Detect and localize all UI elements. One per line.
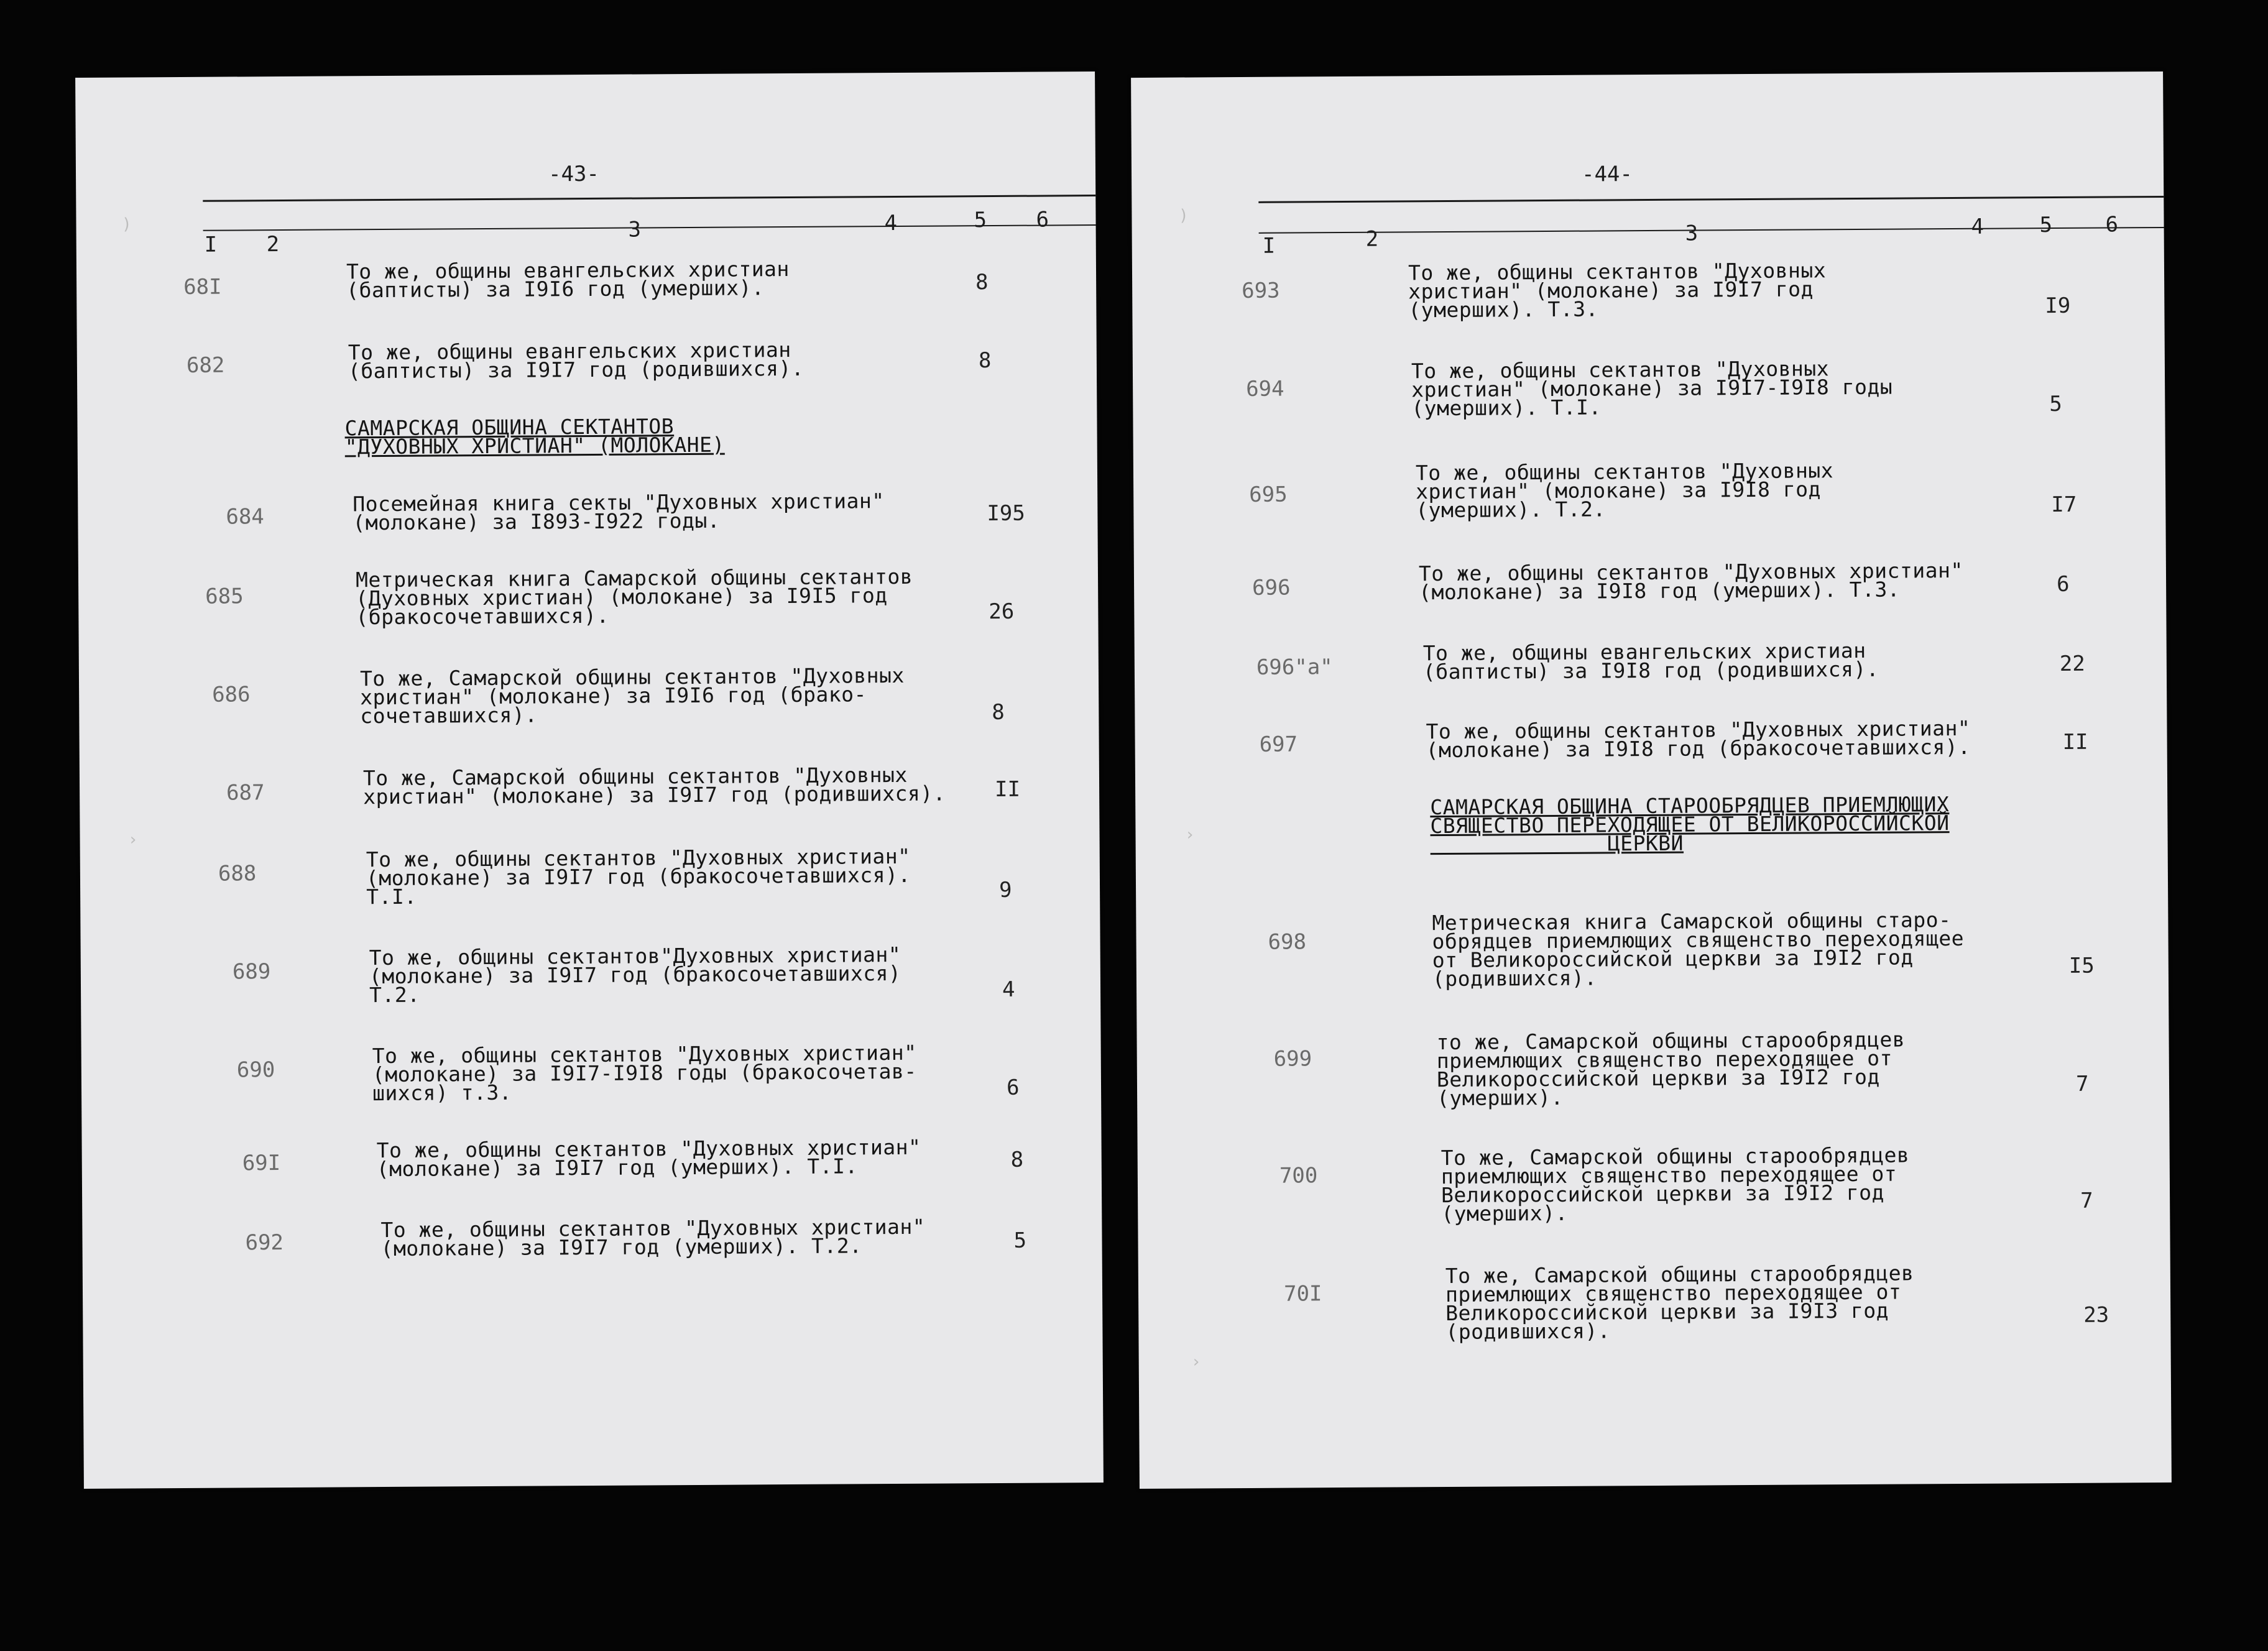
scan-mark: › (1185, 826, 1195, 844)
entry-description: Метрическая книга Самарской общины старо- обрядцев приемлющих священство переходящее от Великороссийской церкви за I9I2 год (родившихся). (1432, 908, 1965, 991)
column-header-3: 3 (628, 217, 642, 242)
column-header-3: 3 (1685, 221, 1699, 246)
column-header-4: 4 (884, 210, 898, 236)
column-header-1: I (204, 232, 218, 257)
scan-mark: ) (1179, 206, 1189, 225)
column-header-5: 5 (974, 208, 987, 233)
entry-number: 692 (245, 1230, 284, 1256)
entry-number: 686 (212, 682, 251, 707)
page-number: -44- (1581, 162, 1633, 187)
header-rule-bottom (1259, 227, 2164, 234)
column-header-6: 6 (1036, 207, 1049, 232)
entry-description: То же, общины сектантов "Духовных христиан" (молокане) за I9I8 год (бракосочетавшихся). (1426, 715, 1971, 763)
entry-count: 8 (992, 699, 1005, 725)
entry-description: То же, общины сектантов"Духовных христиан" (молокане) за I9I7 год (бракосочетавшихся) Т.2. (369, 942, 901, 1008)
entry-number: 68I (183, 274, 222, 300)
column-header-4: 4 (1971, 214, 1984, 239)
header-rule-bottom (203, 224, 1096, 231)
entry-count: I5 (2068, 953, 2095, 978)
entry-count: 6 (2056, 571, 2070, 597)
section-heading: САМАРСКАЯ ОБЩИНА СТАРООБРЯДЦЕВ ПРИЕМЛЮЩИХ СВЯЩЕСТВО ПЕРЕХОДЯЩЕЕ ОТ ВЕЛИКОРОССИЙСКОЙ ЦЕРКВИ (1430, 792, 1950, 857)
column-header-1: I (1262, 233, 1276, 259)
entry-count: 5 (2049, 391, 2062, 417)
entry-number: 687 (226, 780, 265, 806)
scan-mark: ) (122, 215, 132, 234)
entry-description: То же, общины сектантов "Духовных христиан" (молокане) за I9I8 год (умерших). Т.3. (1418, 558, 1963, 605)
page-number: -43- (548, 161, 600, 187)
entry-number: 690 (236, 1057, 275, 1083)
entry-count: 5 (1013, 1228, 1027, 1253)
entry-description: То же, Самарской общины старообрядцев приемлющих священство переходящее от Великороссийской церкви за I9I3 год (родившихся). (1445, 1261, 1914, 1345)
entry-number: 696"а" (1256, 655, 1333, 680)
entry-count: 8 (975, 270, 989, 295)
entry-count: 8 (1010, 1147, 1024, 1172)
column-header-2: 2 (266, 232, 280, 257)
column-header-5: 5 (2039, 213, 2053, 238)
entry-number: 699 (1273, 1046, 1312, 1072)
entry-description: То же, общины евангельских христиан (баптисты) за I9I7 год (родившихся). (348, 338, 804, 384)
entry-description: Посемейная книга секты "Духовных христиан" (молокане) за I893-I922 годы. (353, 489, 885, 535)
scan-mark: › (1191, 1353, 1201, 1371)
entry-description: То же, общины сектантов "Духовных христиан" (молокане) за I9I7 год (умерших). Т.2. (380, 1214, 926, 1261)
entry-number: 688 (218, 861, 257, 886)
header-rule-top (1258, 196, 2164, 203)
entry-description: То же, общины сектантов "Духовных христиан" (молокане) за I9I7 год (умерших). Т.I. (376, 1134, 921, 1182)
entry-description: То же, общины сектантов "Духовных христиан" (молокане) за I9I7 год (умерших). Т.3. (1408, 258, 1827, 323)
scan-mark: › (128, 830, 138, 849)
entry-number: 694 (1246, 376, 1284, 402)
entry-description: то же, Самарской общины старообрядцев приемлющих священство переходящее от Великороссийской церкви за I9I2 год (умерших). (1436, 1027, 1906, 1111)
entry-count: 6 (1006, 1075, 1020, 1100)
entry-count: 23 (2083, 1302, 2109, 1328)
entry-description: То же, Самарской общины сектантов "Духовных христиан" (молокане) за I9I7 год (родившихся). (362, 762, 946, 809)
entry-description: То же, Самарской общины сектантов "Духовных христиан" (молокане) за I9I6 год (брако- сочетавшихся). (359, 663, 905, 729)
entry-count: 7 (2080, 1188, 2093, 1213)
entry-count: 4 (1002, 977, 1015, 1002)
entry-number: 697 (1259, 732, 1298, 757)
header-rule-top (203, 195, 1095, 202)
entry-description: То же, общины евангельских христиан (баптисты) за I9I6 год (умерших). (346, 257, 790, 303)
entry-number: 685 (205, 584, 244, 609)
entry-count: 9 (998, 877, 1012, 903)
entry-count: I95 (987, 500, 1025, 527)
entry-number: 682 (186, 352, 225, 378)
entry-description: То же, общины сектантов "Духовных христиан" (молокане) за I9I7-I9I8 годы (бракосочетав- шихся) т.3. (372, 1040, 917, 1106)
entry-description: То же, общины сектантов "Духовных христиан" (молокане) за I9I7 год (бракосочетавшихся). Т.I. (366, 844, 911, 909)
entry-count: 8 (978, 348, 992, 374)
entry-count: I7 (2051, 492, 2077, 518)
entry-count: II (2062, 729, 2088, 755)
entry-count: I9 (2045, 293, 2071, 319)
entry-description: То же, общины сектантов "Духовных христиан" (молокане) за I9I7-I9I8 годы (умерших). Т.I. (1411, 356, 1893, 421)
entry-description: То же, общины евангельских христиан (баптисты) за I9I8 год (родившихся). (1422, 638, 1879, 684)
entry-description: То же, общины сектантов "Духовных христиан" (молокане) за I9I8 год (умерших). Т.2. (1415, 458, 1834, 523)
entry-count: 26 (989, 599, 1015, 625)
entry-number: 698 (1268, 929, 1307, 955)
left-page (75, 71, 1104, 1489)
entry-number: 684 (226, 504, 264, 530)
entry-description: То же, Самарской общины старообрядцев приемлющих священство переходящее от Великороссийской церкви за I9I2 год (умерших). (1441, 1143, 1910, 1226)
section-heading: САМАРСКАЯ ОБЩИНА СЕКТАНТОВ "ДУХОВНЫХ ХРИСТИАН" (МОЛОКАНЕ) (344, 414, 725, 459)
column-header-6: 6 (2105, 212, 2119, 237)
entry-count: 7 (2075, 1071, 2089, 1097)
column-header-2: 2 (1365, 226, 1379, 252)
right-page (1131, 71, 2172, 1489)
entry-number: 700 (1279, 1163, 1318, 1189)
entry-number: 693 (1242, 278, 1280, 304)
entry-number: 689 (232, 959, 271, 985)
entry-number: 70I (1283, 1281, 1322, 1307)
entry-number: 695 (1249, 482, 1288, 507)
entry-description: Метрическая книга Самарской общины сектантов (Духовных христиан) (молокане) за I9I5 год (бракосочетавшихся). (355, 564, 913, 630)
entry-count: 22 (2059, 651, 2085, 676)
entry-number: 69I (242, 1151, 281, 1176)
entry-number: 696 (1252, 575, 1291, 600)
entry-count: II (994, 776, 1021, 803)
